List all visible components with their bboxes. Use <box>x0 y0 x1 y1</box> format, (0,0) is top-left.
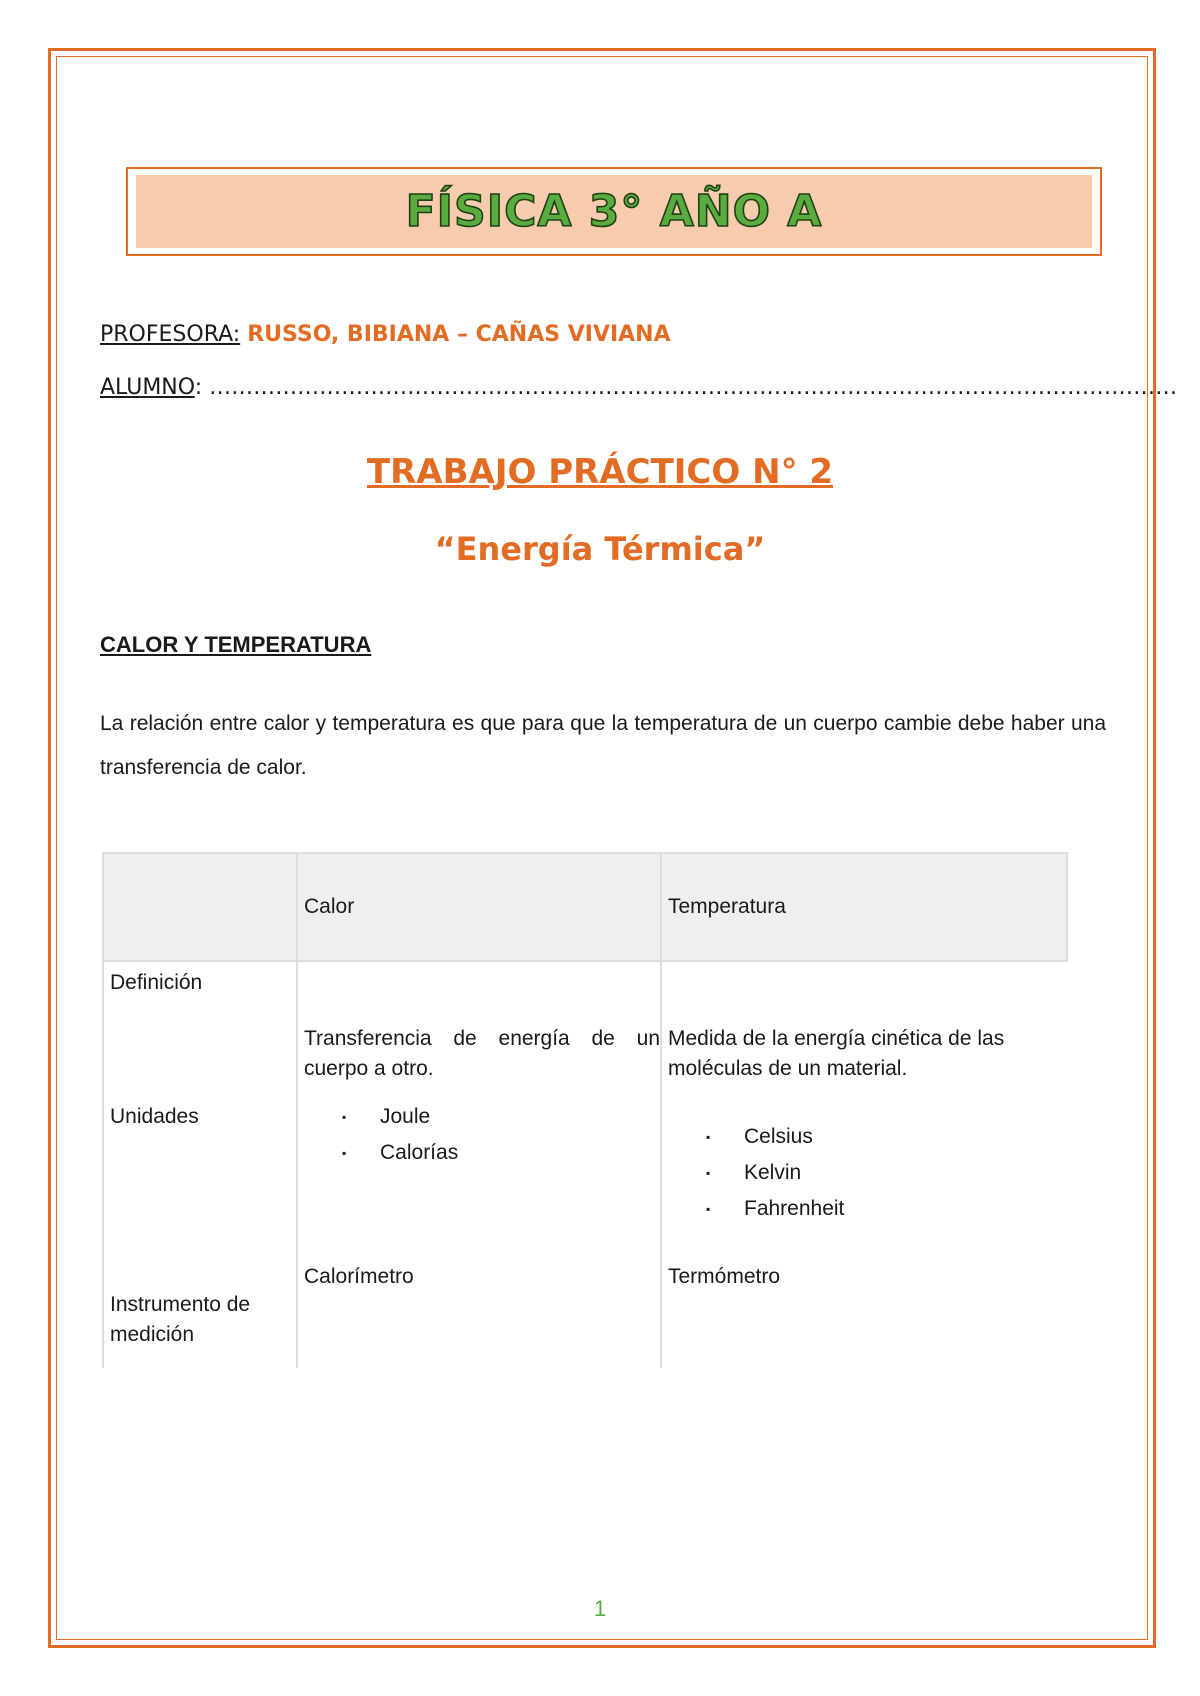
table-header-temperatura: Temperatura <box>668 895 786 918</box>
calor-unidades-list <box>342 1099 458 1171</box>
list-item: ▪ Calorías <box>342 1135 458 1171</box>
list-item: ▪ Joule <box>342 1099 458 1135</box>
list-item: ▪ Celsius <box>706 1119 844 1155</box>
row-label-instrumento: Instrumento de medición <box>110 1293 251 1346</box>
table-header-row <box>102 852 1068 962</box>
section-paragraph: La relación entre calor y temperatura es que para que la temperatura de un cuerpo cambie debe haber una transferencia de calor. <box>100 712 1106 779</box>
table-header-calor: Calor <box>304 895 355 918</box>
student-line <box>100 375 1177 400</box>
section-heading: CALOR Y TEMPERATURA <box>100 632 372 657</box>
teacher-names: RUSSO, BIBIANA – CAÑAS VIVIANA <box>247 322 671 347</box>
table-header-divider <box>102 960 1068 962</box>
table-col-border-1 <box>296 852 298 1368</box>
page-number: 1 <box>593 1596 607 1621</box>
table-col-border-2 <box>660 852 662 1368</box>
row-label-unidades: Unidades <box>110 1105 199 1128</box>
assignment-title: TRABAJO PRÁCTICO N° 2 <box>366 452 834 492</box>
row-label-definicion: Definición <box>110 971 203 994</box>
temperatura-instrumento: Termómetro <box>668 1265 781 1288</box>
temperatura-definicion: Medida de la energía cinética de las moléculas de un material. <box>668 1027 1005 1080</box>
teacher-label: PROFESORA: <box>100 322 241 347</box>
assignment-subtitle: “Energía Térmica” <box>434 530 766 568</box>
student-blank: : …………………………………………………………………………………………………………………… <box>194 375 1178 400</box>
table-col-border-left <box>102 852 104 1368</box>
table-col-border-right <box>1066 852 1068 962</box>
page-border-inner <box>56 56 1148 1640</box>
table-top-border <box>102 852 1068 854</box>
temperatura-unidades-list <box>706 1119 844 1227</box>
list-item: ▪ Kelvin <box>706 1155 844 1191</box>
calor-instrumento: Calorímetro <box>304 1265 414 1288</box>
document-title: FÍSICA 3° AÑO A <box>405 186 823 237</box>
list-item: ▪ Fahrenheit <box>706 1191 844 1227</box>
student-label: ALUMNO <box>100 375 195 400</box>
comparison-table <box>102 852 1068 1368</box>
teacher-line <box>100 322 671 347</box>
calor-definicion: Transferencia de energía de un cuerpo a otro. <box>304 1027 660 1080</box>
